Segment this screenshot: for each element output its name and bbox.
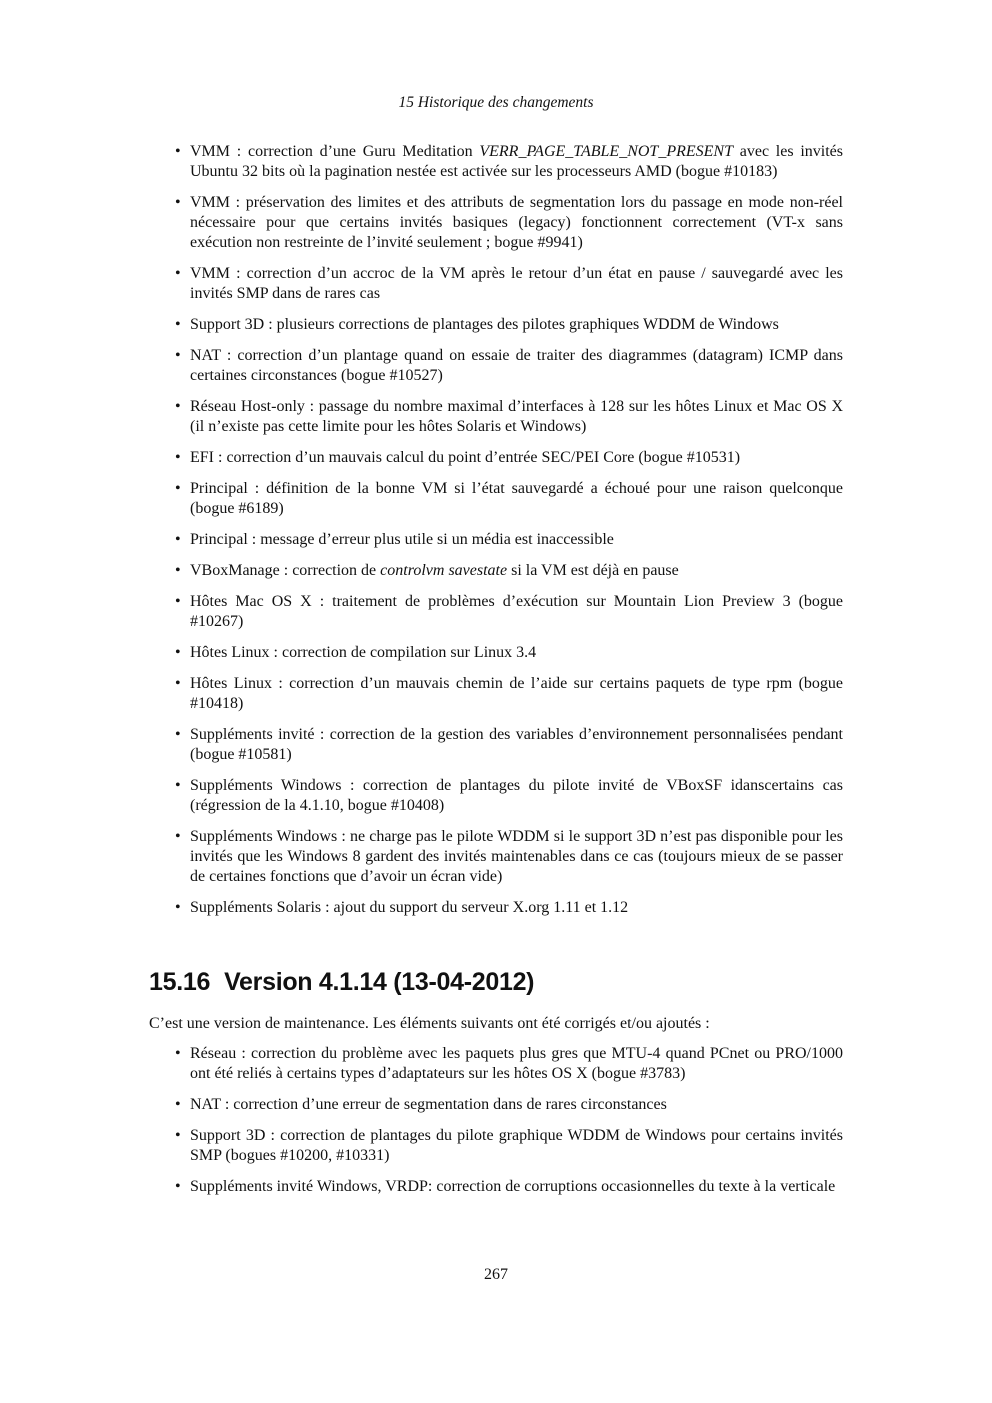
bullet-icon: •	[175, 644, 181, 661]
list-item	[149, 592, 843, 632]
list-item	[149, 1177, 843, 1197]
item-text: Suppléments invité : correction de la gestion des variables d’environnement personnalisées pendant (bogue #10581)	[190, 726, 843, 763]
list-item	[149, 448, 843, 468]
item-text: Support 3D : plusieurs corrections de plantages des pilotes graphiques WDDM de Windows	[190, 316, 779, 333]
bullet-icon: •	[175, 899, 181, 916]
list-item	[149, 1095, 843, 1115]
list-item	[149, 193, 843, 253]
section-heading	[149, 968, 534, 997]
item-text: Réseau Host-only : passage du nombre maximal d’interfaces à 128 sur les hôtes Linux et Mac OS X (il n’existe pas cette limite pour les hôtes Solaris et Windows)	[190, 398, 843, 435]
bullet-icon: •	[175, 480, 181, 497]
bullet-icon: •	[175, 143, 181, 160]
bullet-icon: •	[175, 347, 181, 364]
bullet-list	[149, 1044, 843, 1197]
item-text: Principal : message d’erreur plus utile si un média est inaccessible	[190, 531, 614, 548]
item-text: VBoxManage : correction de	[190, 562, 381, 579]
list-item	[149, 346, 843, 386]
item-text: VMM : correction d’un accroc de la VM après le retour d’un état en pause / sauvegardé avec les invités SMP dans de rares cas	[190, 265, 843, 302]
bullet-icon: •	[175, 1127, 181, 1144]
item-code-term: VERR_PAGE_TABLE_NOT_PRESENT	[479, 143, 733, 160]
bullet-list	[149, 142, 843, 918]
item-text: Support 3D : correction de plantages du pilote graphique WDDM de Windows pour certains invités SMP (bogues #10200, #10331)	[190, 1127, 843, 1164]
list-item	[149, 397, 843, 437]
bullet-icon: •	[175, 777, 181, 794]
item-text-continued: si la VM est déjà en pause	[507, 562, 679, 579]
item-text: Suppléments invité Windows, VRDP: correction de corruptions occasionnelles du texte à la verticale	[190, 1178, 836, 1195]
item-code-term: controlvm savestate	[380, 562, 508, 579]
bullet-icon: •	[175, 1178, 181, 1195]
bullet-icon: •	[175, 398, 181, 415]
section-title: Version 4.1.14 (13-04-2012)	[224, 968, 535, 996]
page-number: 267	[484, 1266, 508, 1283]
bullet-icon: •	[175, 828, 181, 845]
bullet-icon: •	[175, 316, 181, 333]
list-item	[149, 142, 843, 182]
item-text: NAT : correction d’une erreur de segmentation dans de rares circonstances	[190, 1096, 667, 1113]
list-item	[149, 1044, 843, 1084]
bullet-icon: •	[175, 1045, 181, 1062]
item-text: VMM : correction d’une Guru Meditation	[190, 143, 480, 160]
bullet-icon: •	[175, 449, 181, 466]
item-text: Suppléments Solaris : ajout du support du serveur X.org 1.11 et 1.12	[190, 899, 629, 916]
changelog-list-bottom	[149, 1044, 843, 1208]
running-header: 15 Historique des changements	[398, 94, 594, 111]
list-item	[149, 643, 843, 663]
list-item	[149, 264, 843, 304]
list-item	[149, 1126, 843, 1166]
section-number: 15.16	[149, 968, 211, 996]
bullet-icon: •	[175, 675, 181, 692]
list-item	[149, 674, 843, 714]
list-item	[149, 776, 843, 816]
bullet-icon: •	[175, 531, 181, 548]
list-item	[149, 827, 843, 887]
bullet-icon: •	[175, 265, 181, 282]
bullet-icon: •	[175, 593, 181, 610]
section-intro: C’est une version de maintenance. Les éléments suivants ont été corrigés et/ou ajoutés :	[149, 1015, 710, 1032]
list-item	[149, 725, 843, 765]
list-item	[149, 561, 843, 581]
bullet-icon: •	[175, 726, 181, 743]
item-text: Suppléments Windows : correction de plantages du pilote invité de VBoxSF idanscertains cas (régression de la 4.1.10, bogue #10408)	[190, 777, 843, 814]
list-item	[149, 315, 843, 335]
item-text: EFI : correction d’un mauvais calcul du point d’entrée SEC/PEI Core (bogue #10531)	[190, 449, 741, 466]
item-text: Hôtes Linux : correction d’un mauvais chemin de l’aide sur certains paquets de type rpm (bogue #10418)	[190, 675, 843, 712]
item-text: Principal : définition de la bonne VM si l’état sauvegardé a échoué pour une raison quelconque (bogue #6189)	[190, 480, 843, 517]
item-text: Hôtes Linux : correction de compilation sur Linux 3.4	[190, 644, 537, 661]
item-text: Hôtes Mac OS X : traitement de problèmes d’exécution sur Mountain Lion Preview 3 (bogue #10267)	[190, 593, 843, 630]
changelog-list-top	[149, 142, 843, 929]
item-text: Réseau : correction du problème avec les paquets plus gres que MTU-4 quand PCnet ou PRO/1000 ont été reliés à certains types d’adaptateurs sur les hôtes OS X (bogue #3783)	[190, 1045, 843, 1082]
bullet-icon: •	[175, 562, 181, 579]
item-text: NAT : correction d’un plantage quand on essaie de traiter des diagrammes (datagram) ICMP dans certaines circonstances (bogue #10527)	[190, 347, 843, 384]
list-item	[149, 530, 843, 550]
bullet-icon: •	[175, 1096, 181, 1113]
item-text-continued: avec les invités Ubuntu 32 bits où la pagination nestée est activée sur les processeurs AMD (bogue #10183)	[190, 143, 843, 180]
item-text: Suppléments Windows : ne charge pas le pilote WDDM si le support 3D n’est pas disponible pour les invités que les Windows 8 gardent des invités maintenables dans ce cas (toujours mieux de se passer de certaines fonctions que d’avoir un écran vide)	[190, 828, 843, 885]
bullet-icon: •	[175, 194, 181, 211]
item-text: VMM : préservation des limites et des attributs de segmentation lors du passage en mode non-réel nécessaire pour que certains invités basiques (legacy) fonctionnent correctement (VT-x sans exécution non restreinte de l’invité seulement ; bogue #9941)	[190, 194, 843, 251]
list-item	[149, 479, 843, 519]
list-item	[149, 898, 843, 918]
